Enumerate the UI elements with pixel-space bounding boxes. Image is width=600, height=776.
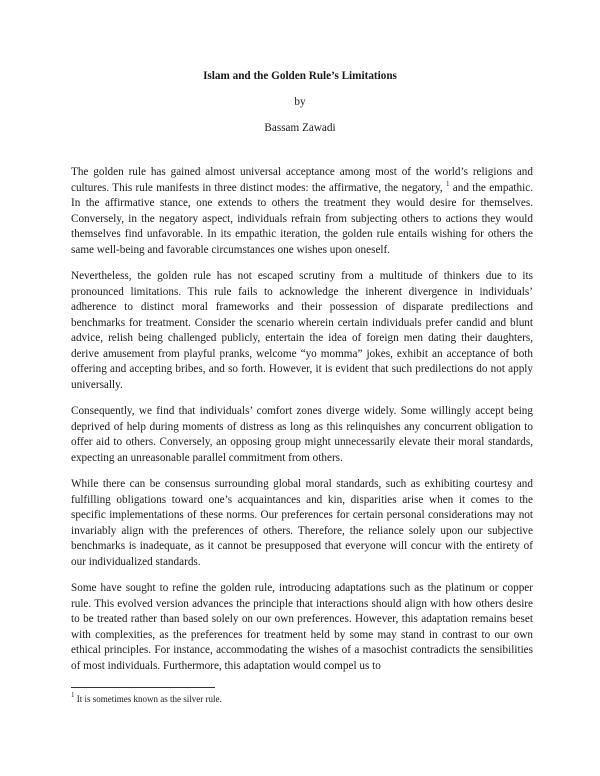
byline: by bbox=[294, 96, 306, 108]
footnote-reference[interactable]: 1 bbox=[445, 179, 450, 188]
document-body bbox=[71, 165, 533, 685]
paragraph-4: While there can be consensus surrounding global moral standards, such as exhibiting courtesy and fulfilling obligations toward one’s acquaintances and kin, disparities arise when it comes to the specific implementations of these norms. Our preferences for certain personal considerations may not invariably align with the preferences of others. Therefore, the reliance solely upon our subjective benchmarks is inadequate, as it cannot be presupposed that everyone will concur with the entirety of our individualized standards. bbox=[71, 478, 533, 568]
paragraph-1 bbox=[71, 165, 533, 258]
paragraph-1-text-end: and the empathic. In the affirmative stance, one extends to others the treatment they would desire for themselves. Conversely, in the negatory aspect, individuals refrain from subjecting others to actions they would themselves find unfavorable. In its empathic iteration, the golden rule entails wishing for others the same well-being and favorable circumstances one wishes upon oneself. bbox=[71, 181, 533, 256]
paragraph-5: Some have sought to refine the golden rule, introducing adaptations such as the platinum or copper rule. This evolved version advances the principle that interactions should align with how others desire to be treated rather than based solely on our own preferences. However, this adaptation remains beset with complexities, as the preferences for treatment held by some may stand in contrast to our own ethical principles. For instance, accommodating the wishes of a masochist contradicts the sensibilities of most individuals. Furthermore, this adaptation would compel us to bbox=[71, 582, 533, 672]
paragraph-3: Consequently, we find that individuals’ comfort zones diverge widely. Some willingly accept being deprived of help during moments of distress as long as this relinquishes any concurrent obligation to offer aid to others. Conversely, an opposing group might unnecessarily elevate their moral standards, expecting an unreasonable parallel commitment from others. bbox=[71, 405, 533, 464]
footnote bbox=[71, 693, 533, 705]
paragraph-2: Nevertheless, the golden rule has not escaped scrutiny from a multitude of thinkers due to its pronounced limitations. This rule fails to acknowledge the inherent divergence in individuals’ adherence to distinct moral frameworks and their possession of disparate predilections and benchmarks for treatment. Consider the scenario wherein certain individuals prefer candid and blunt advice, relish being challenged publicly, entertain the idea of foreign men dating their daughters, derive amusement from playful pranks, welcome “yo momma” jokes, exhibit an acceptance of both offering and accepting bribes, and so forth. However, it is evident that such predilections do not apply universally. bbox=[71, 270, 533, 391]
author-name: Bassam Zawadi bbox=[264, 122, 336, 134]
paragraph-1-text-start: The golden rule has gained almost universal acceptance among most of the world’s religions and cultures. This rule manifests in three distinct modes: the affirmative, the negatory, bbox=[71, 166, 533, 194]
footnote-divider bbox=[71, 687, 215, 688]
footnote-text: It is sometimes known as the silver rule. bbox=[74, 694, 222, 704]
footnote-marker: 1 bbox=[71, 691, 75, 699]
document-title: Islam and the Golden Rule’s Limitations bbox=[203, 70, 397, 82]
